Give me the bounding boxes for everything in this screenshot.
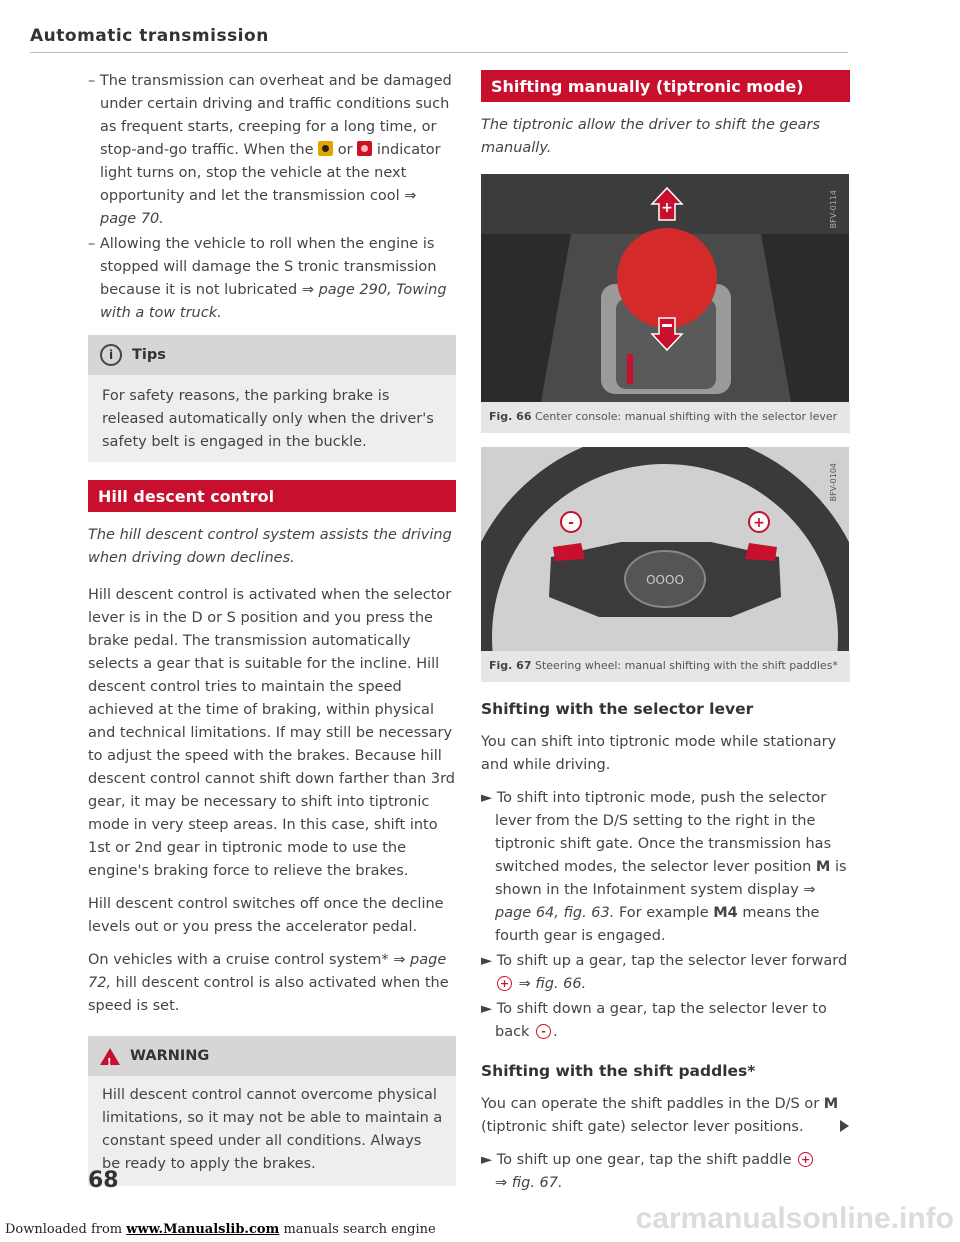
- continue-arrow-icon: [840, 1120, 849, 1132]
- paddle-bullet-upshift: ► To shift up one gear, tap the shift paddle + ⇒ fig. 67.: [481, 1149, 850, 1195]
- transmission-warning-red-icon: [357, 141, 372, 156]
- shift-paddles-heading: Shifting with the shift paddles*: [481, 1062, 756, 1080]
- selector-bullet-upshift: ► To shift up a gear, tap the selector lever forward + ⇒ fig. 66.: [481, 953, 848, 992]
- svg-text:+: +: [661, 200, 673, 216]
- tiptronic-heading: Shifting manually (tiptronic mode): [481, 70, 850, 102]
- warning-body: Hill descent control cannot overcome physical limitations, so it may not be able to maintain a constant speed under all conditions. Always be ready to apply the brakes.: [102, 1087, 443, 1172]
- page-ref-290[interactable]: ⇒ page 290, Towing with a tow truck.: [100, 282, 447, 321]
- tips-title: Tips: [132, 346, 166, 363]
- tips-header: [88, 335, 456, 375]
- watermark: carmanualsonline.info: [635, 1202, 954, 1235]
- selector-lever-heading: Shifting with the selector lever: [481, 700, 754, 718]
- page-number: 68: [88, 1168, 119, 1193]
- tips-box: [88, 335, 456, 462]
- warning-box: [88, 1036, 456, 1186]
- hill-descent-para-3: On vehicles with a cruise control system* ⇒ page 72, hill descent control is also activated when the speed is set.: [88, 952, 449, 1014]
- figure-67-caption: Fig. 67 Steering wheel: manual shifting with the shift paddles*: [481, 651, 850, 682]
- section-title: Automatic transmission: [30, 26, 269, 46]
- selector-lever-intro: You can shift into tiptronic mode while stationary and while driving.: [481, 734, 837, 773]
- selector-bullet-tiptronic: ► To shift into tiptronic mode, push the selector lever from the D/S setting to the right in the tiptronic shift gate. Once the transmission has switched modes, the selector lever position M is shown in the Infotainment system display ⇒ page 64, fig. 63. For example M4 means the fourth gear is engaged.: [481, 790, 847, 944]
- warning-title: WARNING: [130, 1047, 210, 1064]
- page-ref-70[interactable]: ⇒ page 70.: [100, 188, 417, 227]
- shift-paddles-intro: You can operate the shift paddles in the D/S or M (tiptronic shift gate) selector lever positions.: [481, 1096, 839, 1135]
- figure-67-code: BFV-0104: [829, 463, 838, 502]
- page-ref-64[interactable]: ⇒ page 64, fig. 63.: [495, 882, 816, 921]
- hill-descent-para-1: Hill descent control is activated when the selector lever is in the D or S position and you press the brake pedal. The transmission automatically selects a gear that is suitable for the incline. Hill descent control tries to maintain the speed achieved at the time of braking, within physical and technical limitations. If may still be necessary to adjust the speed with the brakes. Because hill descent control cannot shift down farther than 3rd gear, it may be necessary to shift into tiptronic mode in very steep areas. In this case, shift into 1st or 2nd gear in tiptronic mode to use the engine's braking force to relieve the brakes.: [88, 587, 455, 879]
- fig-ref-67[interactable]: ⇒ fig. 67.: [495, 1175, 563, 1191]
- manualslib-link[interactable]: www.Manualslib.com: [126, 1222, 280, 1237]
- figure-66-code: BFV-0114: [829, 190, 838, 229]
- svg-text:-: -: [568, 515, 574, 531]
- page-ref-72[interactable]: ⇒ page 72,: [88, 952, 447, 991]
- right-column: [481, 70, 850, 1197]
- fig-ref-66[interactable]: ⇒ fig. 66.: [518, 976, 587, 992]
- svg-text:+: +: [753, 515, 765, 531]
- figure-66-image: [481, 174, 849, 402]
- hill-descent-intro: The hill descent control system assists the driving when driving down declines.: [88, 527, 452, 566]
- plus-circle-icon: +: [497, 976, 512, 991]
- download-footer: Downloaded from www.Manualslib.com manuals search engine: [5, 1222, 436, 1237]
- tiptronic-intro: The tiptronic allow the driver to shift the gears manually.: [481, 117, 821, 156]
- transmission-warning-yellow-icon: [318, 141, 333, 156]
- bullet-towing: – Allowing the vehicle to roll when the engine is stopped will damage the S tronic transmission because it is not lubricated ⇒ page 290, Towing with a tow truck.: [88, 236, 447, 321]
- tips-body: For safety reasons, the parking brake is released automatically only when the driver's safety belt is engaged in the buckle.: [102, 388, 434, 450]
- plus-circle-icon: +: [798, 1152, 813, 1167]
- svg-text:OOOO: OOOO: [646, 573, 684, 587]
- info-icon: i: [100, 344, 122, 366]
- bullet-overheat: – The transmission can overheat and be damaged under certain driving and traffic conditions such as frequent starts, creeping for a long time, or stop-and-go traffic. When the or indicator light turns on, stop the vehicle at the next opportunity and let the transmission cool ⇒ page 70.: [88, 73, 452, 227]
- left-column: [88, 70, 456, 1186]
- center-console-illustration: [481, 174, 849, 402]
- figure-66-caption: Fig. 66 Center console: manual shifting with the selector lever: [481, 402, 850, 433]
- hill-descent-para-2: Hill descent control switches off once the decline levels out or you press the accelerator pedal.: [88, 896, 444, 935]
- warning-triangle-icon: [100, 1048, 120, 1065]
- figure-67-image: [481, 447, 849, 651]
- selector-bullet-downshift: ► To shift down a gear, tap the selector lever to back - .: [481, 1001, 827, 1040]
- hill-descent-heading: Hill descent control: [88, 480, 456, 512]
- warning-header: [88, 1036, 456, 1076]
- minus-circle-icon: -: [536, 1024, 551, 1039]
- header-rule: [30, 52, 848, 53]
- steering-wheel-illustration: [481, 447, 849, 651]
